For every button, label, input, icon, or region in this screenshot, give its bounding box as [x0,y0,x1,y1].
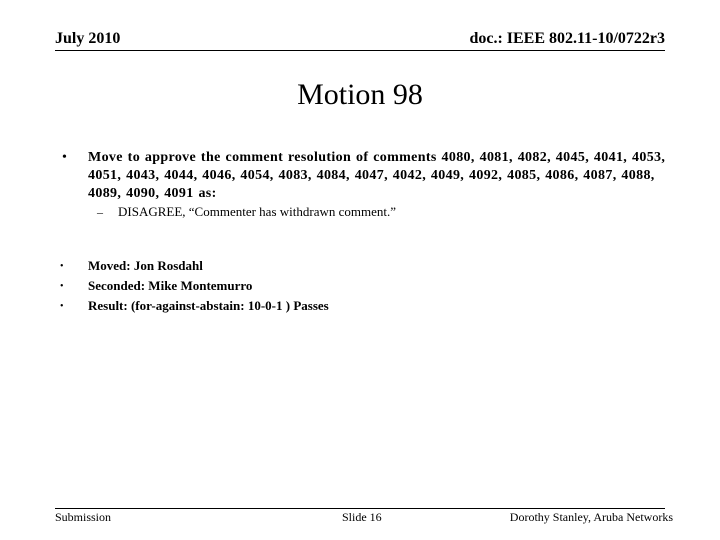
header-divider [55,50,665,51]
header-date: July 2010 [55,30,121,47]
sub-item-text: DISAGREE, “Commenter has withdrawn comment.” [118,204,396,219]
sub-item-dash: – [97,205,103,219]
footer-divider [55,508,665,509]
motion-bullet: • [62,150,67,165]
slide-title: Motion 98 [297,78,423,111]
header-doc-id: doc.: IEEE 802.11-10/0722r3 [469,30,665,47]
result-text: Result: (for-against-abstain: 10-0-1 ) Passes [88,298,329,313]
seconded-text: Seconded: Mike Montemurro [88,278,253,293]
footer-slide-number: Slide 16 [342,510,382,524]
result-bullet: • [60,301,64,312]
moved-bullet: • [60,261,64,272]
footer-submission: Submission [55,510,112,524]
footer-author: Dorothy Stanley, Aruba Networks [509,510,673,524]
motion-text: Move to approve the comment resolution of comments 4080, 4081, 4082, 4045, 4041, 4053, 4051, 4043, 4044, 4046, 4054, 4083, 4084, 4047, 4042, 4049, 4092, 4085, 4086, 4087, 4088, 4089, 4090, 4091 as: [88,150,666,201]
moved-text: Moved: Jon Rosdahl [88,258,203,273]
seconded-bullet: • [60,281,64,292]
